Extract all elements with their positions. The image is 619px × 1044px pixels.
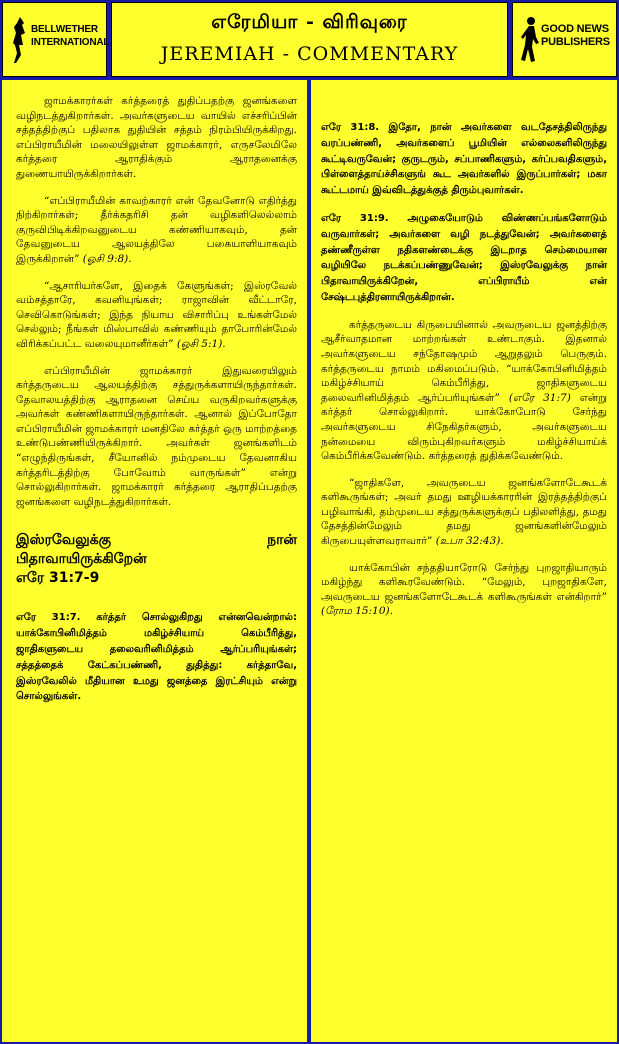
right-paragraph-1 <box>321 318 607 464</box>
hosea-5-1-ref: (ஓசி 5:1). <box>176 337 226 350</box>
jeremiah-31-7-ref: (எரே 31:7) <box>508 391 571 404</box>
header <box>2 2 617 77</box>
left-column <box>2 80 307 1042</box>
left-paragraph-4: எப்பிராயீமின் ஜாமக்காரர் இதுவரையிலும் கர்த்தருடைய ஆலயத்திற்கு சத்துருக்களாயிருந்தார்கள். தேவாலயத்திற்கு ஆராதனை செய்ய வருகிறவர்களுக்கு அவர்கள் கண்ணிகளாயிருந்தார்கள். ஆனால் இப்போதோ எப்பிராயீமின் ஜாமக்காரர் மனதிலே கர்த்தர் ஒரு மாற்றத்தை உண்டுபண்ணியிருக்கிறார். அவர்கள் ஜனங்களிடம் “எழுந்திருங்கள், சீயோனில் நம்முடைய தேவனாகிய கர்த்தரிடத்திற்கு போவோம் வாருங்கள்” என்று சொல்லுகிறார்கள். ஜாமக்காரர் கர்த்தரை ஆராதிப்பதற்கு ஜனங்களை வழிநடத்துகிறார்கள். <box>16 364 297 508</box>
left-paragraph-2 <box>16 194 297 267</box>
bellwether-logo <box>9 15 110 65</box>
hosea-5-1-quote: “ஆசாரியர்களே, இதைக் கேளுங்கள்; இஸ்ரவேல் வம்சத்தாரே, கவனியுங்கள்; ராஜாவின் வீட்டாரே, செவிகொடுங்கள்; இந்த நியாய விசாரிப்பு உங்கள்மேல் செல்லும்; நீங்கள் மிஸ்பாவில் கண்ணியும் தாபோரின்மேல் விரிக்கப்பட்ட வலையுமானீர்கள்” <box>16 279 297 350</box>
verse-31-7: எரே 31:7. கர்த்தர் சொல்லுகிறது என்னவென்றால்: யாக்கோபினிமித்தம் மகிழ்ச்சியாய் கெம்பீரித்து, ஜாதிகளுடைய தலைவரினிமித்தம் ஆர்ப்பரியுங்கள்; சத்தத்தைக் கேட்கப்பண்ணி, துதித்து: கர்த்தாவே, இஸ்ரவேலில் மீதியான உமது ஜனத்தை இரட்சியும் என்று சொல்லுங்கள். <box>16 612 297 703</box>
romans-15-10-quote: யாக்கோபின் சந்ததியாரோடு சேர்ந்து புறஜாதியாரும் மகிழ்ந்து களிகூரவேண்டும். “மேலும், புறஜாதிகளே, அவருடைய ஜனங்களோடேகூடக் களிகூருங்கள் என்கிறார்” <box>321 561 607 603</box>
ram-figure-icon <box>9 15 31 65</box>
right-logo-line2: PUBLISHERS <box>541 36 610 48</box>
hosea-9-8-ref: (ஓசி 9:8). <box>82 252 132 265</box>
right-paragraph-1-cont: என்று கர்த்தர் சொல்லுகிறார். யாக்கோபோடு சேர்ந்து அவர்களுடைய சிநேகிதர்களும், அவர்களுடைய நன்மையை விரும்புகிறவர்களும் மகிழ்ச்சியாய்க் கெம்பீரிக்கவேண்டும். கர்த்தரைத் துதிக்கவேண்டும். <box>321 391 608 463</box>
right-logo-line1: GOOD NEWS <box>541 23 609 35</box>
left-logo-panel <box>2 2 110 77</box>
hosea-9-8-quote: “எப்பிராயீமின் காவற்காரர் என் தேவனோடு எதிர்த்து நிற்கிறார்கள்; தீர்க்கதரிசி தன் வழிகளிலெல்லாம் குருவிபிடிக்கிறவனுடைய கண்ணியாகவும், தன் தேவனுடைய ஆலயத்திலே பகையாளியாகவும் இருக்கிறான்” <box>16 194 297 265</box>
verse-31-8: எரே 31:8. இதோ, நான் அவர்களை வடதேசத்திலிருந்து வரப்பண்ணி, அவர்களைப் பூமியின் எல்லைகளிலிருந்து கூட்டிவருவேன்; குருடரும், சப்பாணிகளும், கர்ப்பவதிகளும், பிள்ளைத்தாய்ச்சிகளுங் கூட அவர்களில் இருப்பார்கள்; மகா கூட்டமாய் இவ்விடத்துக்குத் திரும்புவார்கள். <box>321 122 607 197</box>
right-logo-panel <box>512 2 617 77</box>
right-column <box>311 80 617 1042</box>
title-tamil: எரேமியா - விரிவுரை <box>211 11 408 33</box>
left-logo-line1: BELLWETHER <box>31 24 98 35</box>
title-panel <box>111 2 508 77</box>
good-news-logo <box>519 15 611 65</box>
heading-word-1: இஸ்ரவேலுக்கு <box>16 532 111 549</box>
right-paragraph-3 <box>321 561 607 619</box>
romans-15-10-ref: (ரோம 15:10). <box>321 605 393 618</box>
runner-figure-icon <box>519 15 541 65</box>
heading-line-2: பிதாவாயிருக்கிறேன் <box>16 551 147 568</box>
left-paragraph-3 <box>16 279 297 352</box>
right-paragraph-1-text: கர்த்தருடைய கிருபையினால் அவருடைய ஜனத்திற்கு ஆசீர்வாதமான மாற்றங்கள் உண்டாகும். இதனால் அவர்களுடைய சந்தோஷமும் ஆறுதலும் பெருகும். கர்த்தருடைய நாமம் மகிமைப்படும். “யாக்கோபினிமித்தம் மகிழ்ச்சியாய் கெம்பீரித்து, ஜாதிகளுடைய தலைவரினிமித்தம் ஆர்ப்பரியுங்கள்” <box>321 318 607 404</box>
heading-reference: எரே 31:7-9 <box>16 570 100 587</box>
left-logo-line2: INTERNATIONAL <box>31 37 110 48</box>
title-english: JEREMIAH - COMMENTARY <box>160 43 459 65</box>
deut-32-43-quote: “ஜாதிகளே, அவருடைய ஜனங்களோடேகூடக் களிகூருங்கள்; அவர் தமது ஊழியக்காரரின் இரத்தத்திற்குப் பழிவாங்கி, தம்முடைய சத்துருக்களுக்குப் பதிலளித்து, தமது தேசத்தின்மேலும் தமது ஜனங்களின்மேலும் கிருபையுள்ளவராவார்” <box>321 476 607 548</box>
deut-32-43-ref: (உபா 32:43). <box>435 535 504 548</box>
heading-word-2: நான் <box>267 532 297 549</box>
left-paragraph-1: ஜாமக்காரர்கள் கர்த்தரைத் துதிப்பதற்கு ஜனங்களை வழிநடத்துகிறார்கள். அவர்களுடைய வாயில் எச்சரிப்பின் சத்தத்திற்குப் பதிலாக துதியின் சத்தம் நிரம்பியிருக்கிறது. எப்பிராயீமின் மலையிலுள்ள ஜாமக்காரர், எருசலேமிலே கர்த்தரை ஆராதிக்கும் ஆராதனைக்கு துணையாயிருக்கிறார்கள். <box>16 95 297 180</box>
verse-31-9: எரே 31:9. அழுகையோடும் விண்ணப்பங்களோடும் வருவார்கள்; அவர்களை வழி நடத்துவேன்; அவர்களைத் தண்ணீருள்ள நதிகளண்டைக்கு இடறாத செம்மையான வழியிலே நடக்கப்பண்ணுவேன்; இஸ்ரவேலுக்கு நான் பிதாவாயிருக்கிறேன், எப்பிராயீம் என் சேஷ்டபுத்திரனாயிருக்கிறான். <box>321 212 607 303</box>
section-heading <box>16 531 297 588</box>
right-paragraph-2 <box>321 476 607 549</box>
